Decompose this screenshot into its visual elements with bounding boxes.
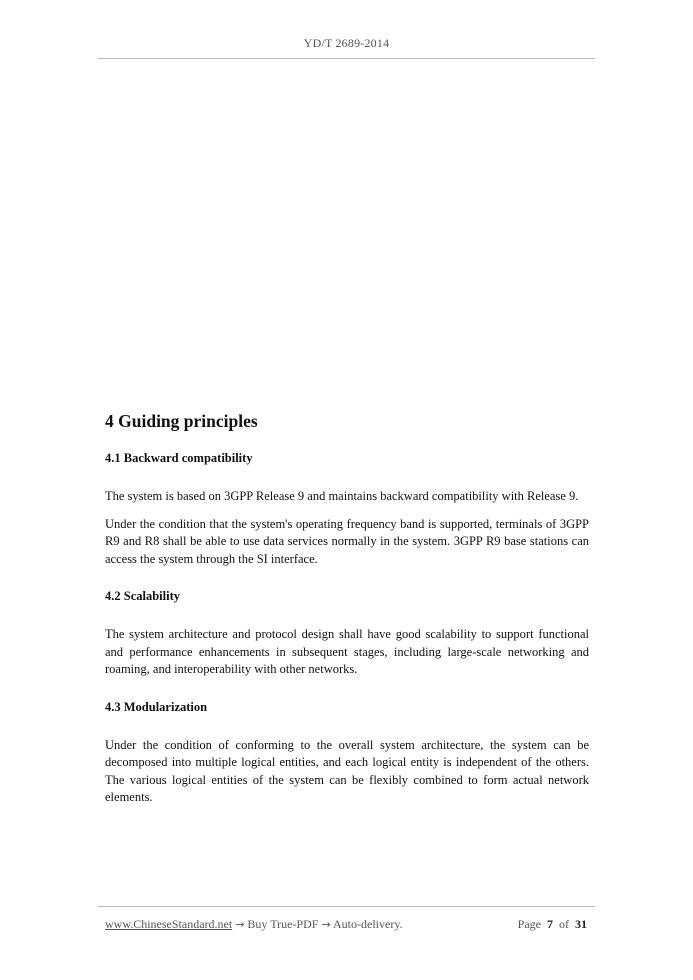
paragraph: Under the condition that the system's operating frequency band is supported, terminals of 3GPP R9 and R8 shall be able to use data services normally in the system. 3GPP R9 base stations can access the system through the SI interface. [105,516,589,566]
paragraph: Under the condition of conforming to the overall system architecture, the system can be decomposed into multiple logical entities, and each logical entity is independent of the others. The various logical entities of the system can be flexibly combined to form actual network elements. [105,737,589,804]
site-link[interactable]: www.ChineseStandard.net [105,917,233,931]
arrow-right-icon: → [235,918,245,931]
subsection-title-backward-compatibility: 4.1 Backward compatibility [105,451,253,465]
document-id-header: YD/T 2689-2014 [303,36,390,50]
of-label: of [559,917,569,931]
page-indicator [518,917,587,932]
footer-divider [98,906,595,907]
buy-true-pdf-text: Buy True-PDF [247,917,319,931]
arrow-right-icon: → [321,918,331,931]
paragraph: The system architecture and protocol design shall have good scalability to support functional and performance enhancements in subsequent stages, including large-scale networking and roaming, and interoperability with other networks. [105,627,589,676]
page-label: Page [517,917,541,931]
header-divider [98,58,595,59]
total-pages: 31 [575,917,587,931]
subsection-title-modularization: 4.3 Modularization [105,699,208,714]
auto-delivery-text: Auto-delivery. [333,917,403,931]
section-title: 4 Guiding principles [105,411,258,431]
paragraph: The system is based on 3GPP Release 9 and maintains backward compatibility with Release 9. [105,489,579,503]
footer-promo [105,917,403,932]
main-content [105,410,589,817]
page-number: 7 [547,917,553,931]
subsection-title-scalability: 4.2 Scalability [105,589,181,603]
